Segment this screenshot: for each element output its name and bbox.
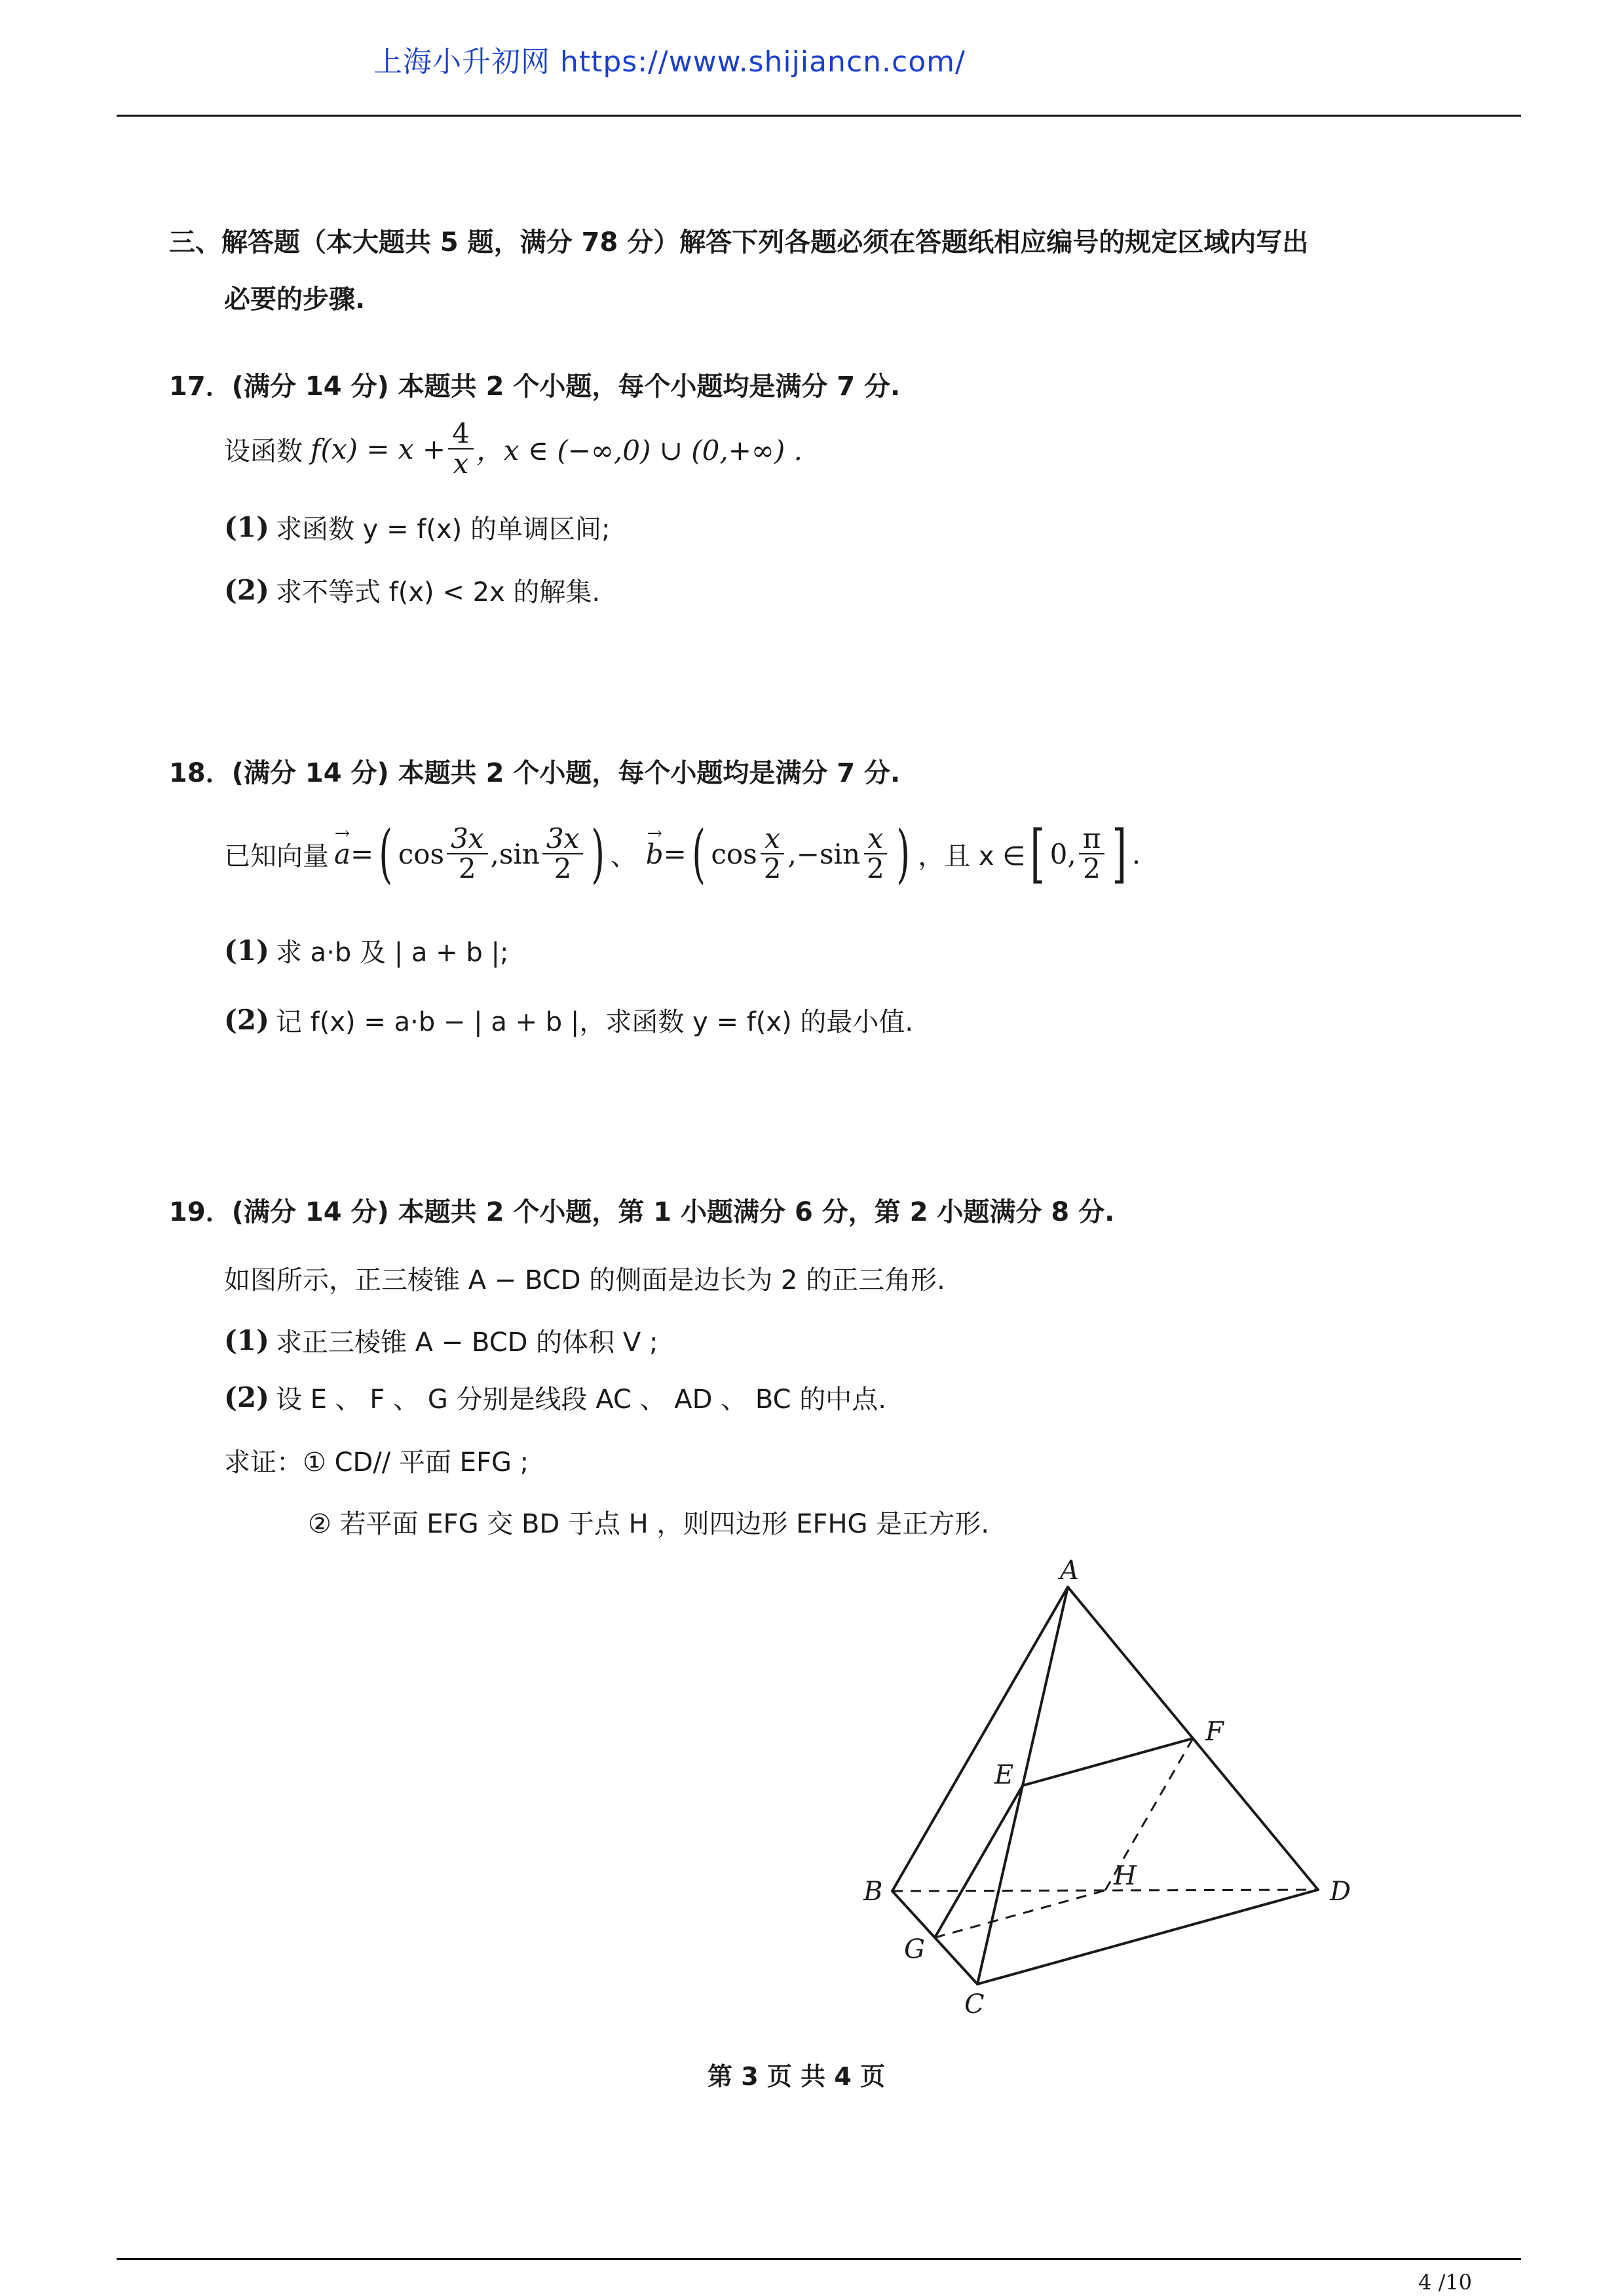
q18-sep: 、 (610, 841, 637, 871)
q18-lbracket: [ (1030, 817, 1046, 890)
q19-part2 (224, 1379, 886, 1416)
q18-frac-num: 3x (542, 824, 583, 854)
q17-p1-label: (1) (224, 511, 269, 543)
segment-eg (935, 1786, 1023, 1938)
q18-p1-text: 求 a·b 及 | a + b |; (275, 938, 509, 968)
q19-p2-label: (2) (224, 1381, 269, 1413)
q17-p2-text: 求不等式 f(x) < 2x 的解集. (275, 577, 601, 607)
q18-frac-num: π (1079, 824, 1105, 854)
q18-eq-b: = (663, 837, 687, 870)
header-rule (117, 115, 1521, 117)
q19-part1 (224, 1322, 658, 1359)
label-a: A (1060, 1556, 1079, 1586)
q18-p2-label: (2) (224, 1004, 269, 1036)
section-title-cont: 必要的步骤. (224, 284, 366, 315)
q18-rbracket: ] (1112, 817, 1127, 890)
q17-heading: 17．(满分 14 分) 本题共 2 个小题，每个小题均是满分 7 分. (169, 372, 901, 402)
q18-intro (224, 817, 1141, 890)
q17-intro (224, 419, 803, 478)
q18-frac-x-b (863, 824, 888, 883)
label-d: D (1330, 1877, 1351, 1907)
q18-eq: = (350, 837, 374, 870)
q17-intro-prefix: 设函数 (224, 436, 303, 467)
q18-cos-b: cos (711, 837, 757, 870)
label-b: B (863, 1877, 883, 1907)
q18-cos-a: cos (398, 837, 445, 870)
tetrahedron-figure (852, 1553, 1376, 2025)
q17-fraction (448, 419, 474, 478)
site-header-link[interactable]: 上海小升初网 https://www.shijiancn.com/ (373, 45, 966, 79)
q18-cond: ，且 x ∈ (918, 841, 1026, 871)
q18-sin-a: sin (499, 837, 540, 870)
q18-intro-prefix: 已知向量 (224, 841, 329, 871)
q18-frac-den: 2 (554, 852, 572, 885)
page-number: 4 /10 (1418, 2270, 1473, 2295)
q18-rparen-b: ) (896, 817, 910, 890)
footer-rule (117, 2258, 1521, 2260)
section-title: 三、解答题（本大题共 5 题，满分 78 分）解答下列各题必须在答题纸相应编号的规定区域内写出 (169, 227, 1309, 258)
q17-domain: ，x ∈ (−∞,0) ∪ (0,+∞) . (476, 434, 803, 467)
q18-frac-den: 2 (867, 852, 884, 885)
q17-frac-den: x (453, 448, 469, 480)
q17-p2-label: (2) (224, 574, 269, 606)
q18-lparen-b: ( (692, 817, 706, 890)
edge-cd (977, 1890, 1318, 1984)
segment-gh-hidden (935, 1890, 1105, 1938)
q18-frac-num: 3x (447, 824, 487, 854)
q19-proof-2-text: ② 若平面 EFG 交 BD 于点 H ，则四边形 EFHG 是正方形. (308, 1509, 989, 1539)
q18-p2-text: 记 f(x) = a·b − | a + b |，求函数 y = f(x) 的最小值. (275, 1007, 914, 1037)
q19-p1-label: (1) (224, 1324, 269, 1356)
label-f: F (1205, 1717, 1224, 1747)
q19-intro (224, 1259, 945, 1297)
q19-heading: 19．(满分 14 分) 本题共 2 个小题，第 1 小题满分 6 分，第 2 小题满分 8 分. (169, 1197, 1115, 1227)
q18-dot: . (1131, 837, 1141, 870)
q19-intro-text: 如图所示，正三棱锥 A − BCD 的侧面是边长为 2 的正三角形. (224, 1265, 945, 1295)
q18-frac-3x-a (447, 824, 487, 883)
q18-comma-a: , (490, 837, 499, 870)
q18-lparen-a: ( (379, 817, 393, 890)
label-g: G (904, 1934, 925, 1964)
q18-rparen-a: ) (591, 817, 605, 890)
q19-proof-2 (308, 1503, 989, 1540)
page-indicator-cn: 第 3 页 共 4 页 (708, 2062, 886, 2091)
q18-part2 (224, 1001, 913, 1039)
label-h: H (1114, 1861, 1137, 1891)
q18-frac-den: 2 (763, 852, 782, 885)
q18-p1-label: (1) (224, 934, 269, 966)
segment-ef (1023, 1738, 1193, 1786)
label-e: E (994, 1760, 1014, 1790)
q18-frac-den: 2 (458, 852, 476, 885)
q19-proof-1-text: 求证：① CD// 平面 EFG ; (224, 1447, 529, 1478)
q18-vec-a: → a (334, 838, 350, 870)
q17-part2 (224, 571, 600, 609)
q17-p1-text: 求函数 y = f(x) 的单调区间; (275, 514, 611, 545)
q18-frac-den: 2 (1083, 852, 1101, 885)
q18-heading: 18．(满分 14 分) 本题共 2 个小题，每个小题均是满分 7 分. (169, 758, 901, 788)
q18-frac-x-a (760, 824, 785, 883)
q19-proof-1 (224, 1442, 529, 1479)
q18-frac-num: x (761, 824, 784, 854)
label-c: C (964, 1989, 985, 2019)
q17-part1 (224, 508, 610, 546)
q18-neg-sin: ,−sin (787, 837, 861, 870)
q18-frac-num: x (864, 824, 888, 854)
q18-zero: 0, (1049, 837, 1076, 870)
q18-vec-b: → b (646, 838, 664, 870)
q17-frac-num: 4 (448, 419, 474, 450)
q19-p2-text: 设 E 、 F 、 G 分别是线段 AC 、 AD 、 BC 的中点. (275, 1385, 886, 1415)
q17-fx: f(x) = x + (311, 432, 446, 465)
q19-p1-text: 求正三棱锥 A − BCD 的体积 V ; (275, 1328, 658, 1358)
edge-ab (892, 1587, 1068, 1891)
q18-frac-3x-b (542, 824, 583, 883)
q18-frac-pi (1079, 824, 1105, 883)
q18-part1 (224, 932, 508, 969)
